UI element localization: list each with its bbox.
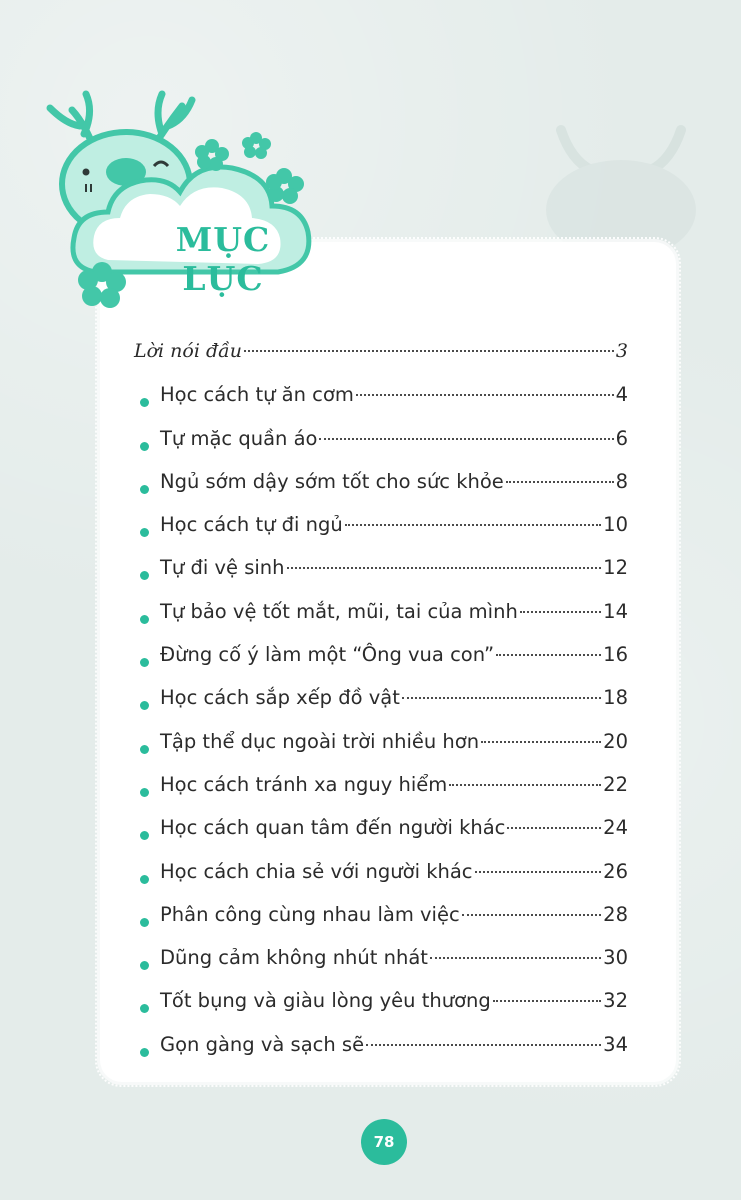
bullet-icon <box>140 398 149 407</box>
dot-leader <box>496 654 601 656</box>
toc-entry-label: Tự mặc quần áo <box>160 426 318 450</box>
bullet-icon <box>140 1048 149 1057</box>
toc-entry-page: 32 <box>603 989 628 1013</box>
toc-entry-label: Học cách quan tâm đến người khác <box>160 816 506 840</box>
toc-entry-label: Tốt bụng và giàu lòng yêu thương <box>160 989 491 1013</box>
dot-leader <box>493 1000 601 1002</box>
toc-entry-label: Đừng cố ý làm một “Ông vua con” <box>160 643 495 667</box>
toc-entry-label: Lời nói đầu <box>134 340 243 362</box>
bullet-icon <box>140 528 149 537</box>
dot-leader <box>402 697 601 699</box>
bullet-icon <box>140 571 149 580</box>
dot-leader <box>481 741 601 743</box>
toc-entry-label: Tự đi vệ sinh <box>160 556 285 580</box>
toc-entry-label: Học cách tự đi ngủ <box>160 513 343 537</box>
table-of-contents <box>134 340 628 1076</box>
toc-entry-label: Gọn gàng và sạch sẽ <box>160 1032 365 1056</box>
dot-leader <box>319 438 613 440</box>
toc-entry-label: Học cách sắp xếp đồ vật <box>160 686 400 710</box>
bullet-icon <box>140 788 149 797</box>
dot-leader <box>345 524 601 526</box>
bullet-icon <box>140 961 149 970</box>
toc-entry-page: 4 <box>615 383 628 407</box>
dot-leader <box>244 350 614 352</box>
toc-entry-label: Học cách chia sẻ với người khác <box>160 859 473 883</box>
bullet-icon <box>140 745 149 754</box>
toc-entry-intro[interactable] <box>134 340 628 383</box>
dot-leader <box>287 567 602 569</box>
toc-entry-label: Ngủ sớm dậy sớm tốt cho sức khỏe <box>160 469 504 493</box>
toc-entry[interactable] <box>134 773 628 816</box>
toc-entry[interactable] <box>134 730 628 773</box>
toc-entry-page: 26 <box>603 859 628 883</box>
toc-entry[interactable] <box>134 513 628 556</box>
toc-entry[interactable] <box>134 383 628 426</box>
page-number-badge: 78 <box>361 1119 407 1165</box>
toc-entry-label: Dũng cảm không nhút nhát <box>160 946 428 970</box>
bullet-icon <box>140 701 149 710</box>
page-title: MỤC LỤC <box>175 220 271 298</box>
toc-entry-label: Tự bảo vệ tốt mắt, mũi, tai của mình <box>160 599 518 623</box>
bullet-icon <box>140 918 149 927</box>
toc-entry[interactable] <box>134 556 628 599</box>
toc-entry-page: 34 <box>603 1032 628 1056</box>
dot-leader <box>507 827 601 829</box>
toc-entry[interactable] <box>134 686 628 729</box>
bullet-icon <box>140 658 149 667</box>
toc-entry[interactable] <box>134 816 628 859</box>
toc-entry-page: 3 <box>615 340 628 362</box>
toc-entry[interactable] <box>134 903 628 946</box>
toc-entry[interactable] <box>134 860 628 903</box>
toc-entry[interactable] <box>134 643 628 686</box>
dot-leader <box>475 871 602 873</box>
toc-entry-page: 24 <box>603 816 628 840</box>
toc-entry-page: 12 <box>603 556 628 580</box>
toc-entry-page: 30 <box>603 946 628 970</box>
bullet-icon <box>140 875 149 884</box>
toc-entry-page: 6 <box>615 426 628 450</box>
toc-entry-label: Tập thể dục ngoài trời nhiều hơn <box>160 729 480 753</box>
dot-leader <box>506 481 614 483</box>
bullet-icon <box>140 442 149 451</box>
dot-leader <box>366 1044 601 1046</box>
toc-entry-page: 16 <box>603 643 628 667</box>
toc-entry[interactable] <box>134 946 628 989</box>
bullet-icon <box>140 615 149 624</box>
toc-entry-page: 20 <box>603 729 628 753</box>
dot-leader <box>449 784 601 786</box>
toc-entry-label: Học cách tránh xa nguy hiểm <box>160 772 448 796</box>
dot-leader <box>430 957 601 959</box>
toc-entry[interactable] <box>134 600 628 643</box>
toc-entry-page: 22 <box>603 772 628 796</box>
dot-leader <box>520 611 601 613</box>
toc-entry[interactable] <box>134 989 628 1032</box>
bullet-icon <box>140 485 149 494</box>
toc-entry-page: 14 <box>603 599 628 623</box>
toc-entry-label: Phân công cùng nhau làm việc <box>160 902 460 926</box>
toc-entry[interactable] <box>134 1033 628 1076</box>
toc-entry-label: Học cách tự ăn cơm <box>160 383 354 407</box>
dot-leader <box>462 914 601 916</box>
toc-entry-page: 18 <box>603 686 628 710</box>
bullet-icon <box>140 1004 149 1013</box>
toc-entry-page: 28 <box>603 902 628 926</box>
dot-leader <box>356 394 614 396</box>
toc-entry-page: 8 <box>615 469 628 493</box>
toc-entry[interactable] <box>134 427 628 470</box>
bullet-icon <box>140 831 149 840</box>
toc-entry-page: 10 <box>603 513 628 537</box>
toc-entry[interactable] <box>134 470 628 513</box>
